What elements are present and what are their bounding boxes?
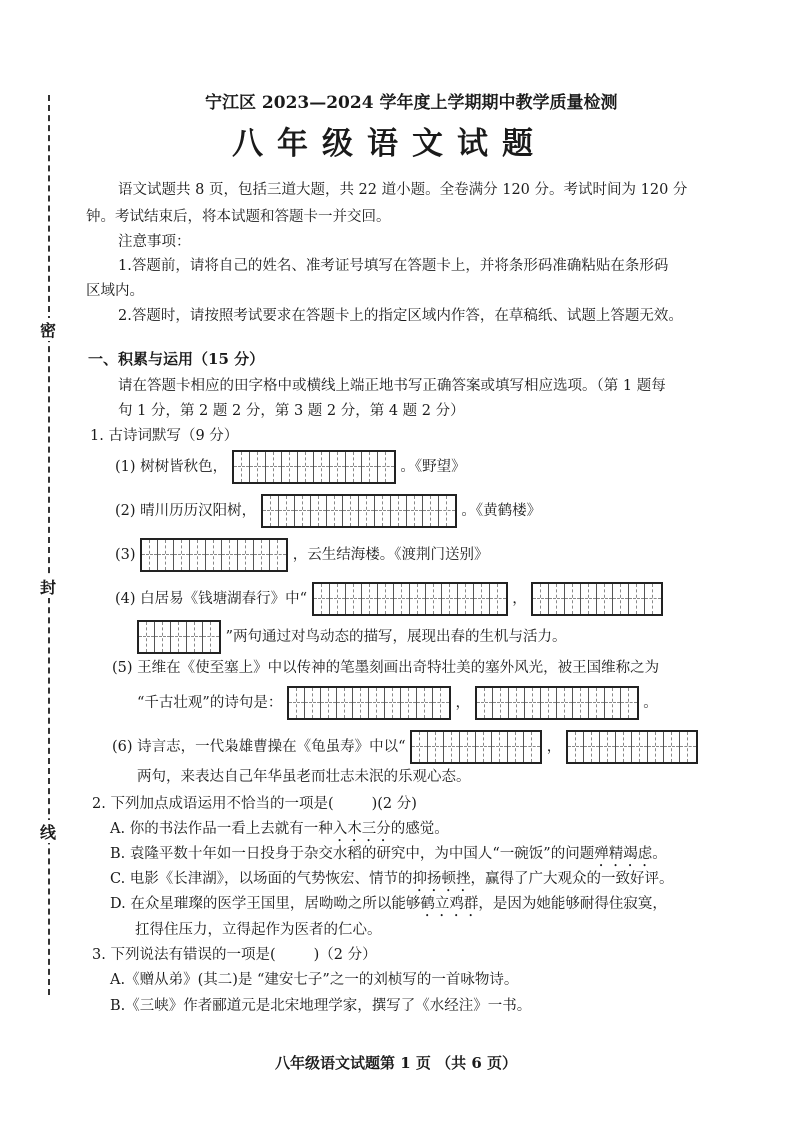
q3-option-a: A.《赠从弟》(其二)是 “建安七子”之一的刘桢写的一首咏物诗。 [110,972,519,988]
section-1-instruction: 请在答题卡相应的田字格中或横线上端正地书写正确答案或填写相应选项。（第 1 题每 [118,378,666,394]
intro-line-1: 语文试题共 8 页，包括三道大题，共 22 道小题。全卷满分 120 分。考试时间为 120 分 [118,182,688,198]
emphasized-idiom: 抑扬顿挫 [412,871,471,887]
q1-item-1-source: 。《野望》 [400,459,466,475]
q3-heading-text: 3. 下列说法有错误的一项是( [92,947,276,963]
q1-item-5-comma: ， [455,695,471,711]
q1-item-3 [115,538,489,572]
answer-grid[interactable] [531,582,663,616]
section-1-instruction-cont: 句 1 分，第 2 题 2 分，第 3 题 2 分，第 4 题 2 分） [118,403,465,419]
q1-item-1 [115,450,466,484]
q1-item-4-description: ”两句通过对鸟动态的描写，展现出春的生机与活力。 [225,629,567,645]
section-1-heading: 一、积累与运用（15 分） [88,350,265,368]
answer-grid[interactable] [410,730,542,764]
binding-char-xian: 线 [37,820,59,843]
q1-item-1-prompt: (1) 树树皆秋色， [115,459,228,475]
answer-grid[interactable] [140,538,288,572]
q1-item-5-prompt: “千古壮观”的诗句是： [137,695,283,711]
binding-dashed-line [48,95,50,995]
page-footer: 八年级语文试题第 1 页 （共 6 页） [275,1054,517,1072]
q1-item-6-cont: 两句，来表达自己年华虽老而壮志未泯的乐观心态。 [137,769,471,785]
q2-heading-text: 2. 下列加点成语运用不恰当的一项是( [92,796,334,812]
q2-option-d-cont: 扛得住压力，立得起作为医者的仁心。 [135,922,382,938]
q2-heading-score: )(2 分) [371,796,417,812]
answer-grid[interactable] [475,686,639,720]
q2-option-d [110,892,667,920]
q1-item-4-comma: ， [512,591,527,607]
q1-item-2-source: 。《黄鹤楼》 [461,503,542,519]
option-text: A. 你的书法作品一看上去就有一种 [110,821,333,837]
q1-item-4-prompt: (4) 白居易《钱塘湖春行》中“ [115,591,308,607]
option-text: B. 袁隆平数十年如一日投身于杂交水稻的研究中，为中国人“一碗饭”的问题 [110,846,595,862]
option-text: ，赢得了广大观众的一致好评。 [470,871,674,887]
q1-item-6 [112,730,698,764]
option-text: D. 在众星璀璨的医学王国里，居呦呦之所以能够 [110,896,421,912]
answer-grid[interactable] [287,686,451,720]
q1-item-6-comma: ， [546,739,562,755]
q1-item-6-prompt: (6) 诗言志，一代枭雄曹操在《龟虽寿》中以“ [112,739,406,755]
answer-grid[interactable] [137,620,221,654]
q1-item-5-cont [137,686,658,720]
q3-heading [92,943,377,964]
q3-heading-score: )（2 分） [313,947,377,963]
q1-item-2 [115,494,541,528]
q2-option-a [110,817,449,845]
binding-char-mi: 密 [37,318,59,341]
answer-grid[interactable] [312,582,508,616]
emphasized-idiom: 入木三分 [332,821,391,837]
binding-char-feng: 封 [37,575,59,598]
answer-grid[interactable] [566,730,698,764]
notice-heading: 注意事项： [118,234,191,250]
notice-1-cont: 区域内。 [86,283,144,299]
q1-item-5: (5) 王维在《使至塞上》中以传神的笔墨刻画出奇特壮美的塞外风光，被王国维称之为 [112,660,660,676]
option-text: 。 [652,846,667,862]
q1-item-2-prompt: (2) 晴川历历汉阳树， [115,503,257,519]
notice-1: 1.答题前，请将自己的姓名、准考证号填写在答题卡上，并将条形码准确粘贴在条形码 [118,258,669,274]
q1-item-4-cont [137,620,567,654]
q1-item-4 [115,582,663,616]
q1-item-3-source: ，云生结海楼。《渡荆门送别》 [292,547,489,563]
option-text: 的感觉。 [390,821,449,837]
q2-option-b [110,842,667,870]
page-title: 八年级语文试题 [232,126,547,162]
answer-grid[interactable] [261,494,457,528]
emphasized-idiom: 殚精竭虑 [594,846,653,862]
q2-heading [92,792,417,813]
answer-grid[interactable] [232,450,396,484]
exam-name: 宁江区 2023—2024 学年度上学期期中教学质量检测 [205,93,618,113]
option-text: C. 电影《长津湖》，以场面的气势恢宏、情节的 [110,871,413,887]
notice-2: 2.答题时，请按照考试要求在答题卡上的指定区域内作答，在草稿纸、试题上答题无效。 [118,308,683,324]
option-text: ，是因为她能够耐得住寂寞， [478,896,667,912]
intro-line-2: 钟。考试结束后，将本试题和答题卡一并交回。 [86,209,391,225]
q2-option-c [110,867,674,895]
q1-item-3-prompt: (3) [115,547,136,563]
emphasized-idiom: 鹤立鸡群 [420,896,479,912]
q3-option-b: B.《三峡》作者郦道元是北宋地理学家，撰写了《水经注》一书。 [110,998,532,1014]
q1-item-5-period: 。 [643,695,658,711]
q1-heading: 1. 古诗词默写（9 分） [90,428,239,444]
